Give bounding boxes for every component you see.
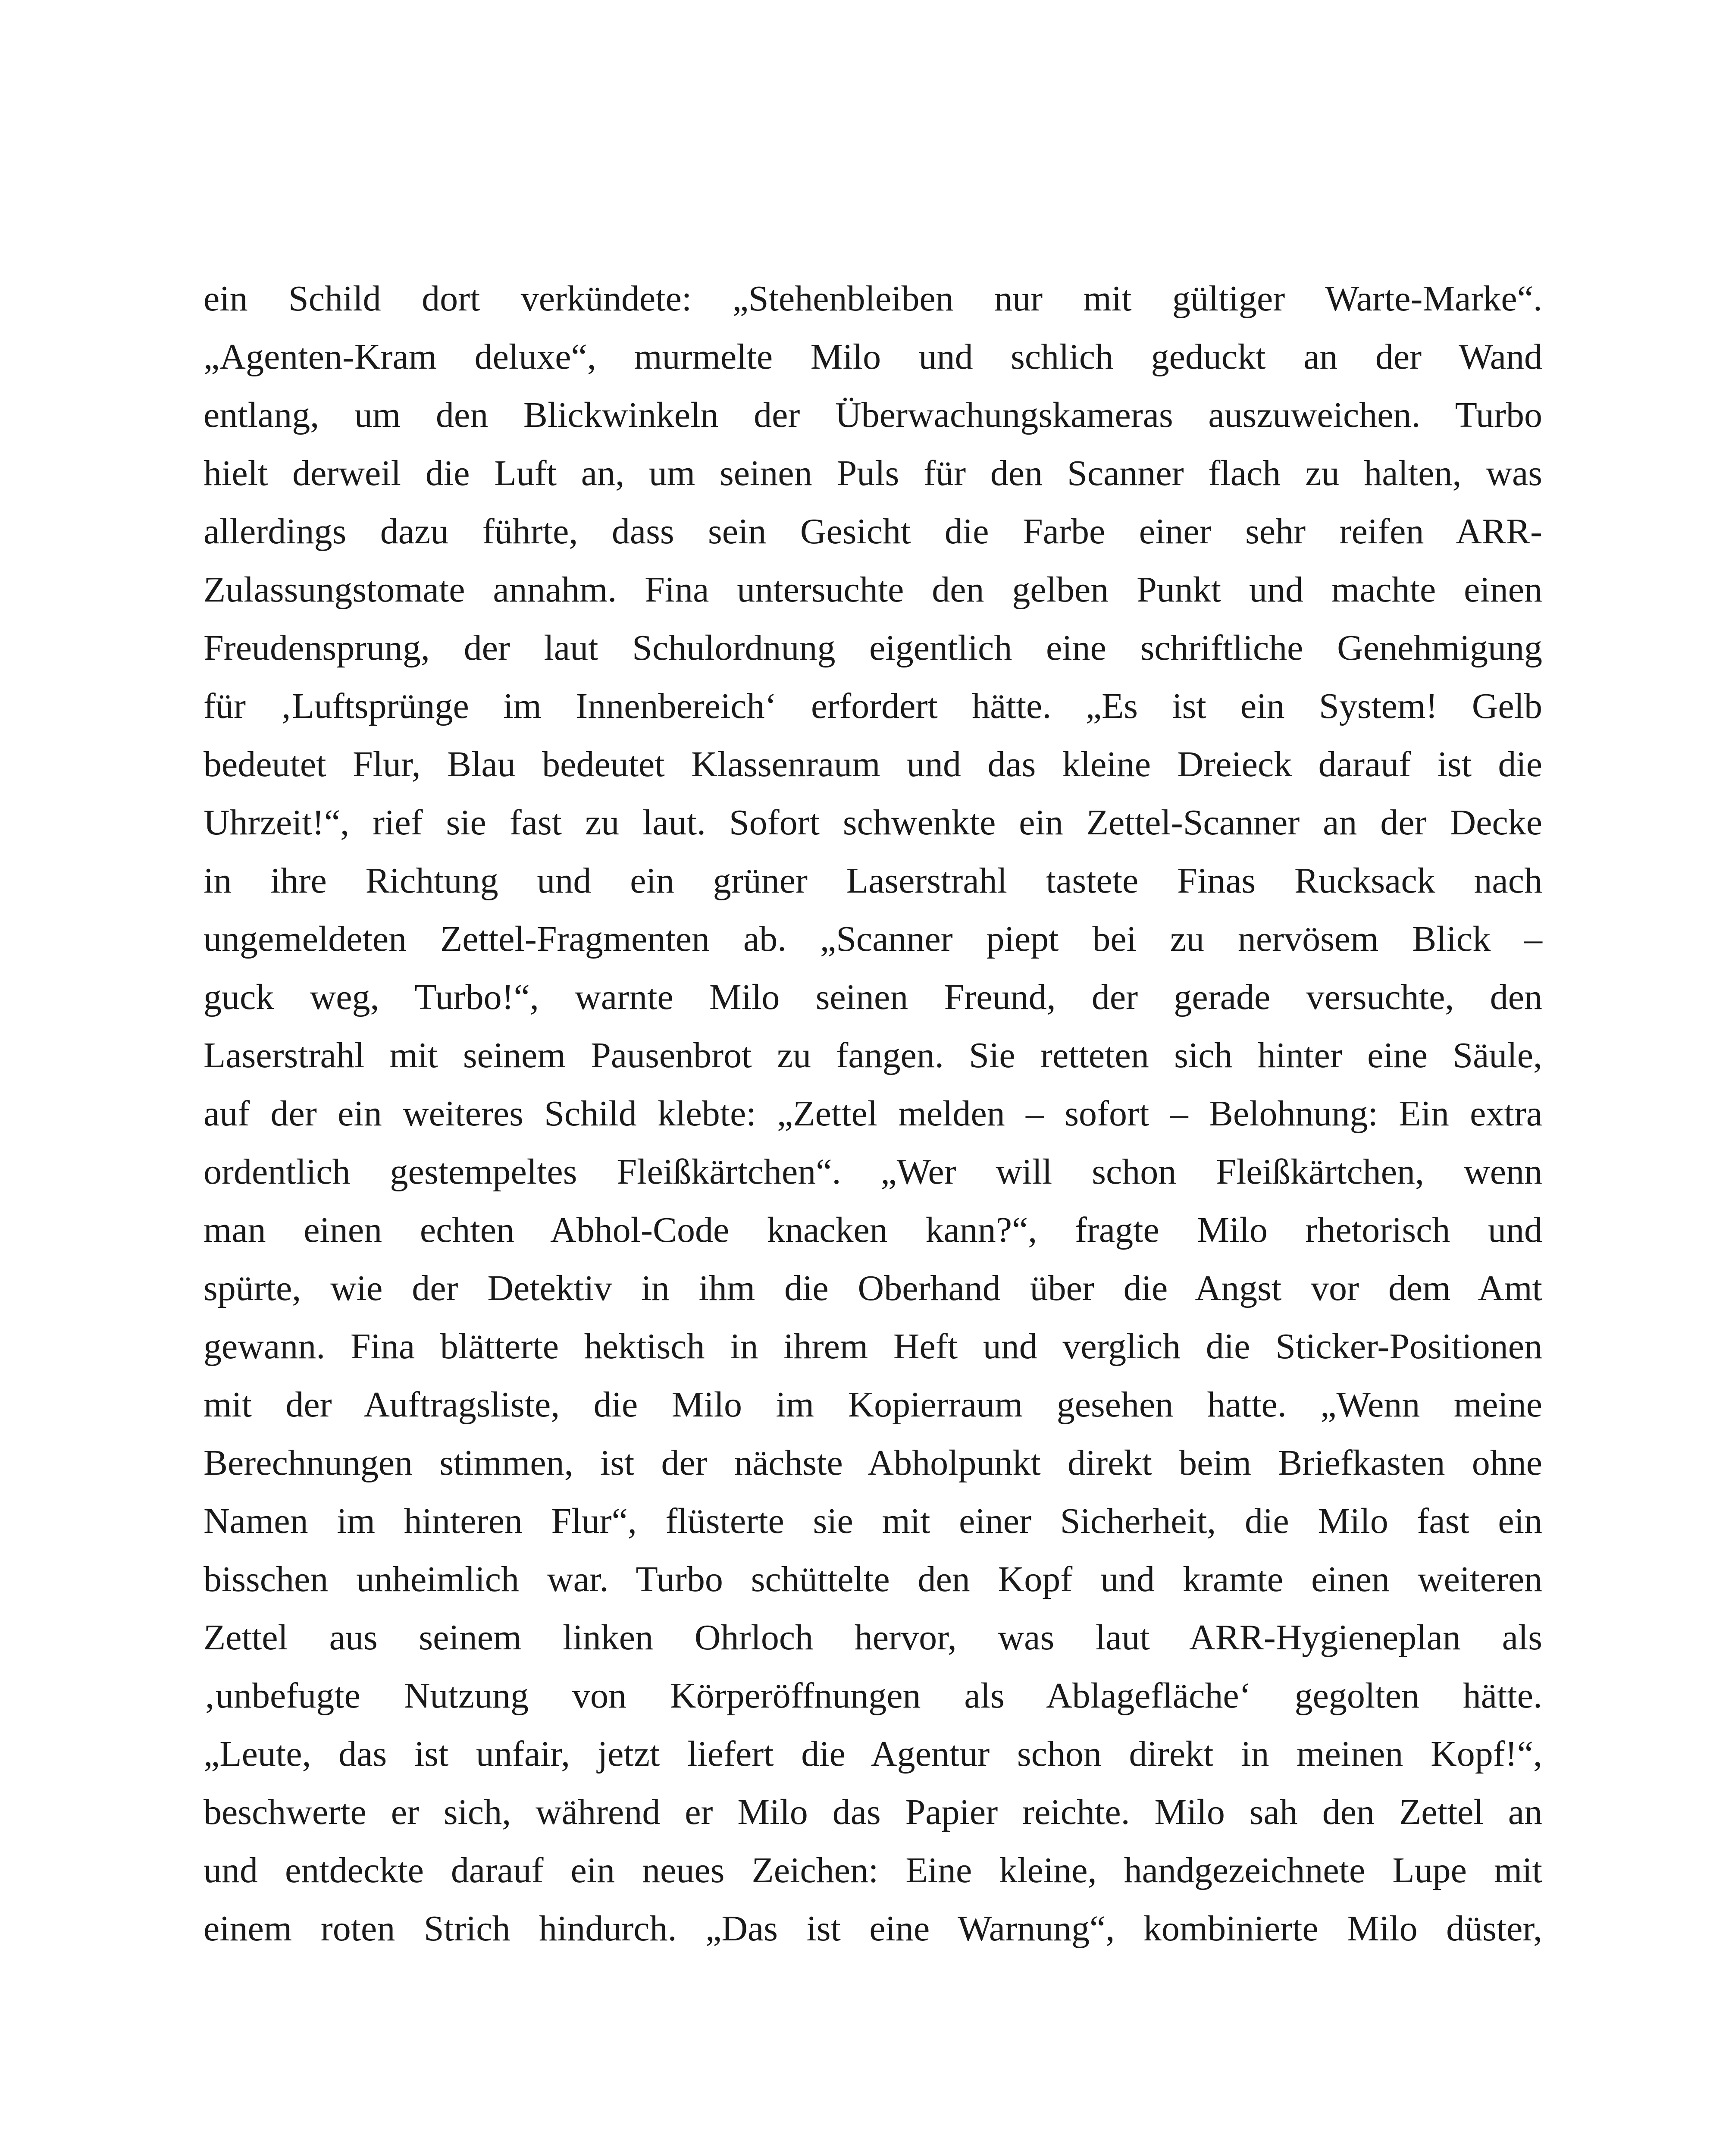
text-line: gewann. Fina blätterte hektisch in ihrem Heft und verglich die Sticker-Positionen bbox=[204, 1326, 1542, 1366]
text-line: und entdeckte darauf ein neues Zeichen: Eine kleine, handgezeichnete Lupe mit bbox=[204, 1850, 1542, 1890]
text-line: in ihre Richtung und ein grüner Laserstrahl tastete Finas Rucksack nach bbox=[204, 861, 1542, 901]
text-line: „Leute, das ist unfair, jetzt liefert die Agentur schon direkt in meinen Kopf!“, bbox=[204, 1734, 1542, 1774]
text-line: allerdings dazu führte, dass sein Gesicht die Farbe einer sehr reifen ARR- bbox=[204, 511, 1542, 552]
text-line: mit der Auftragsliste, die Milo im Kopierraum gesehen hatte. „Wenn meine bbox=[204, 1385, 1542, 1425]
text-line: „Agenten-Kram deluxe“, murmelte Milo und schlich geduckt an der Wand bbox=[204, 337, 1542, 377]
text-line: auf der ein weiteres Schild klebte: „Zettel melden – sofort – Belohnung: Ein extra bbox=[204, 1094, 1542, 1134]
text-line: einem roten Strich hindurch. „Das ist eine Warnung“, kombinierte Milo düster, bbox=[204, 1908, 1542, 1949]
text-line: ordentlich gestempeltes Fleißkärtchen“. „Wer will schon Fleißkärtchen, wenn bbox=[204, 1152, 1542, 1192]
text-line: Uhrzeit!“, rief sie fast zu laut. Sofort schwenkte ein Zettel-Scanner an der Decke bbox=[204, 802, 1542, 843]
text-line: bisschen unheimlich war. Turbo schüttelte den Kopf und kramte einen weiteren bbox=[204, 1559, 1542, 1599]
text-line: Laserstrahl mit seinem Pausenbrot zu fangen. Sie retteten sich hinter eine Säule, bbox=[204, 1035, 1542, 1075]
text-line: ein Schild dort verkündete: „Stehenbleiben nur mit gültiger Warte-Marke“. bbox=[204, 279, 1542, 319]
text-line: ‚unbefugte Nutzung von Körperöffnungen als Ablagefläche‘ gegolten hätte. bbox=[204, 1676, 1542, 1716]
text-line: beschwerte er sich, während er Milo das Papier reichte. Milo sah den Zettel an bbox=[204, 1792, 1542, 1832]
text-line: Namen im hinteren Flur“, flüsterte sie mit einer Sicherheit, die Milo fast ein bbox=[204, 1501, 1542, 1541]
text-line: Zettel aus seinem linken Ohrloch hervor, was laut ARR-Hygieneplan als bbox=[204, 1617, 1542, 1658]
text-line: hielt derweil die Luft an, um seinen Puls für den Scanner flach zu halten, was bbox=[204, 453, 1542, 493]
text-line: spürte, wie der Detektiv in ihm die Oberhand über die Angst vor dem Amt bbox=[204, 1268, 1542, 1308]
text-line: guck weg, Turbo!“, warnte Milo seinen Freund, der gerade versuchte, den bbox=[204, 977, 1542, 1017]
text-line: für ‚Luftsprünge im Innenbereich‘ erfordert hätte. „Es ist ein System! Gelb bbox=[204, 686, 1542, 726]
text-line: man einen echten Abhol-Code knacken kann?“, fragte Milo rhetorisch und bbox=[204, 1210, 1542, 1250]
text-line: bedeutet Flur, Blau bedeutet Klassenraum und das kleine Dreieck darauf ist die bbox=[204, 744, 1542, 784]
text-line: entlang, um den Blickwinkeln der Überwachungskameras auszuweichen. Turbo bbox=[204, 395, 1542, 435]
text-line: Freudensprung, der laut Schulordnung eigentlich eine schriftliche Genehmigung bbox=[204, 628, 1542, 668]
text-line: Zulassungstomate annahm. Fina untersuchte den gelben Punkt und machte einen bbox=[204, 570, 1542, 610]
text-line: Berechnungen stimmen, ist der nächste Abholpunkt direkt beim Briefkasten ohne bbox=[204, 1443, 1542, 1483]
text-line: ungemeldeten Zettel-Fragmenten ab. „Scanner piept bei zu nervösem Blick – bbox=[204, 919, 1542, 959]
body-paragraph bbox=[204, 270, 1542, 1958]
